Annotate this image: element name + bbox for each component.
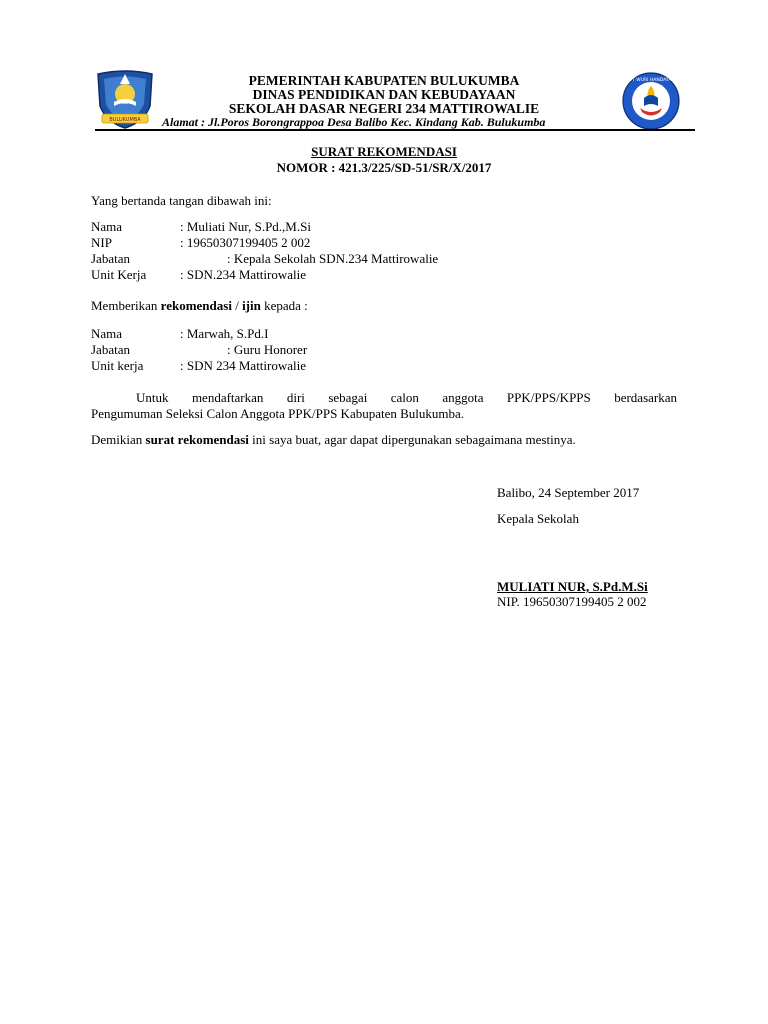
recommendation-bold: rekomendasi: [160, 298, 232, 313]
signer-unit-label: Unit Kerja: [91, 267, 147, 282]
closing-suffix: ini saya buat, agar dapat dipergunakan sebagaimana mestinya.: [248, 432, 576, 447]
recommendation-suffix: kepada :: [260, 298, 308, 313]
signer-name-label: Nama: [91, 219, 123, 234]
place-date: Balibo, 24 September 2017: [497, 485, 640, 500]
recipient-name-label: Nama: [91, 326, 123, 341]
recipient-jabatan-label: Jabatan: [91, 342, 130, 357]
letterhead-rule: [95, 129, 695, 131]
signer-nip-value: : 19650307199405 2 002: [180, 235, 311, 250]
recipient-unit-value: : SDN 234 Mattirowalie: [180, 358, 307, 373]
letterhead-address: Alamat : Jl.Poros Borongrappoa Desa Balibo Kec. Kindang Kab. Bulukumba: [162, 115, 546, 129]
tut-wuri-logo-text: TUT WURI HANDAYANI: [626, 78, 676, 83]
signer-name-value: : Muliati Nur, S.Pd.,M.Si: [180, 219, 311, 234]
signature-nip: NIP. 19650307199405 2 002: [497, 594, 647, 609]
closing-prefix: Demikian: [91, 432, 146, 447]
bulukumba-logo-text: BULUKUMBA: [109, 117, 141, 123]
recipient-name-value: : Marwah, S.Pd.I: [180, 326, 269, 341]
signer-position: Kepala Sekolah: [497, 511, 579, 526]
permission-bold: ijin: [242, 298, 261, 313]
letter-title: SURAT REKOMENDASI: [311, 144, 457, 159]
intro-text: Yang bertanda tangan dibawah ini:: [91, 193, 272, 208]
letterhead-line-1: PEMERINTAH KABUPATEN BULUKUMBA: [248, 73, 520, 88]
signer-jabatan-label: Jabatan: [91, 251, 130, 266]
letter-number: NOMOR : 421.3/225/SD-51/SR/X/2017: [276, 160, 492, 175]
recipient-unit-label: Unit kerja: [91, 358, 144, 373]
letterhead-line-3: SEKOLAH DASAR NEGERI 234 MATTIROWALIE: [228, 101, 540, 116]
closing-bold: surat rekomendasi: [145, 432, 249, 447]
signer-unit-value: : SDN.234 Mattirowalie: [180, 267, 307, 282]
purpose-paragraph-line-1: Untuk mendaftarkan diri sebagai calon anggota PPK/PPS/KPPS berdasarkan: [136, 390, 677, 405]
purpose-paragraph-line-2: Pengumuman Seleksi Calon Anggota PPK/PPS Kabupaten Bulukumba.: [91, 406, 465, 421]
recommendation-separator: /: [231, 298, 243, 313]
signature-name: MULIATI NUR, S.Pd.M.Si: [497, 579, 648, 594]
signer-nip-label: NIP: [91, 235, 112, 250]
signer-jabatan-value: : Kepala Sekolah SDN.234 Mattirowalie: [227, 251, 439, 266]
recommendation-prefix: Memberikan: [91, 298, 161, 313]
letterhead-line-2: DINAS PENDIDIKAN DAN KEBUDAYAAN: [252, 87, 516, 102]
recipient-jabatan-value: : Guru Honorer: [227, 342, 308, 357]
closing-statement: [91, 432, 576, 448]
recommendation-statement: [91, 298, 308, 314]
